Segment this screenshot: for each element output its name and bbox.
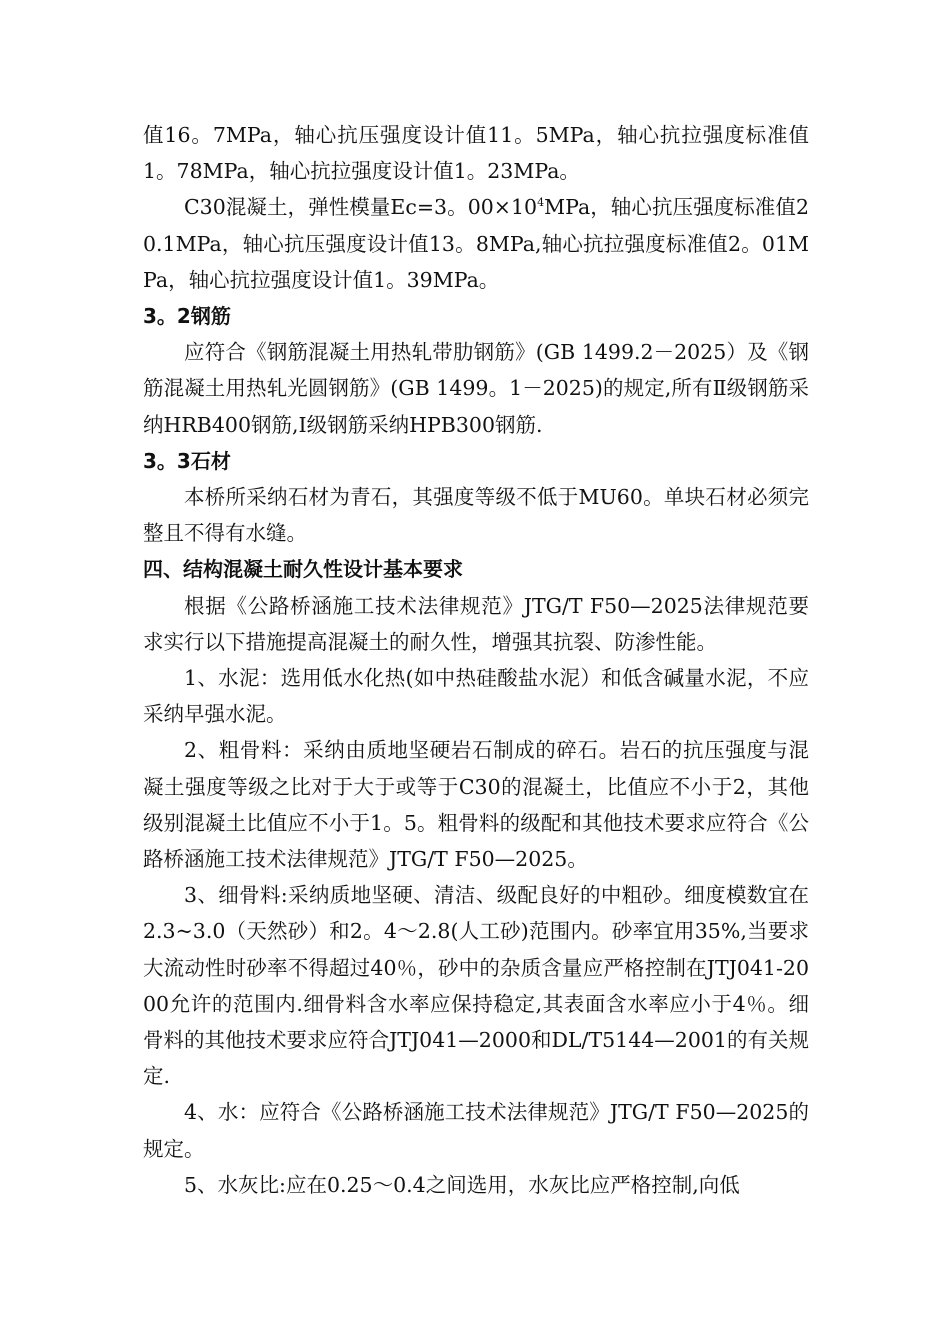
document-page	[143, 117, 809, 1203]
heading-4-durability: 四、结构混凝土耐久性设计基本要求	[143, 557, 463, 582]
paragraph-c25-properties-continued: 值16。7MPa，轴心抗压强度设计值11。5MPa，轴心抗拉强度标准值1。78MPa，轴心抗拉强度设计值1。23MPa。	[143, 123, 809, 184]
paragraph-item-water-cement-ratio: 5、水灰比:应在0.25～0.4之间选用，水灰比应严格控制,向低	[184, 1172, 740, 1197]
paragraph-item-water: 4、水：应符合《公路桥涵施工技术法律规范》JTG/T F50—2025的规定。	[143, 1100, 809, 1161]
c30-exponent: 4	[537, 196, 545, 210]
c30-text-part1: C30混凝土，弹性模量Ec=3。00×10	[184, 195, 538, 220]
c30-text-part2: MPa，轴心抗压强度标准值20.1MPa，轴心抗压强度设计值13。8MPa,轴心抗拉强度标准值2。01MPa，轴心抗拉强度设计值1。39MPa。	[143, 195, 809, 292]
heading-3-3-stone: 3。3石材	[143, 448, 231, 473]
paragraph-c30-properties	[143, 189, 809, 298]
paragraph-item-fine-aggregate: 3、细骨料:采纳质地坚硬、清洁、级配良好的中粗砂。细度模数宜在2.3~3.0（天然砂）和2。4～2.8(人工砂)范围内。砂率宜用35%,当要求大流动性时砂率不得超过40％，砂中的杂质含量应严格控制在JTJ041-2000允许的范围内.细骨料含水率应保持稳定,其表面含水率应小于4％。细骨料的其他技术要求应符合JTJ041—2000和DL/T5144—2001的有关规定.	[143, 883, 809, 1089]
paragraph-item-cement: 1、水泥：选用低水化热(如中热硅酸盐水泥）和低含碱量水泥，不应采纳早强水泥。	[143, 666, 809, 727]
paragraph-stone: 本桥所采纳石材为青石，其强度等级不低于MU60。单块石材必须完整且不得有水缝。	[143, 485, 809, 546]
heading-3-2-rebar: 3。2钢筋	[143, 304, 231, 329]
paragraph-rebar: 应符合《钢筋混凝土用热轧带肋钢筋》(GB 1499.2－2025）及《钢筋混凝土用热轧光圆钢筋》(GB 1499。1－2025)的规定,所有Ⅱ级钢筋采纳HRB400钢筋,Ⅰ级钢筋采纳HPB300钢筋.	[143, 340, 809, 437]
paragraph-item-coarse-aggregate: 2、粗骨料：采纳由质地坚硬岩石制成的碎石。岩石的抗压强度与混凝土强度等级之比对于大于或等于C30的混凝土，比值应不小于2，其他级别混凝土比值应不小于1。5。粗骨料的级配和其他技术要求应符合《公路桥涵施工技术法律规范》JTG/T F50—2025。	[143, 738, 809, 872]
paragraph-durability-intro: 根据《公路桥涵施工技术法律规范》JTG/T F50—2025法律规范要求实行以下措施提高混凝土的耐久性，增强其抗裂、防渗性能。	[143, 593, 809, 654]
